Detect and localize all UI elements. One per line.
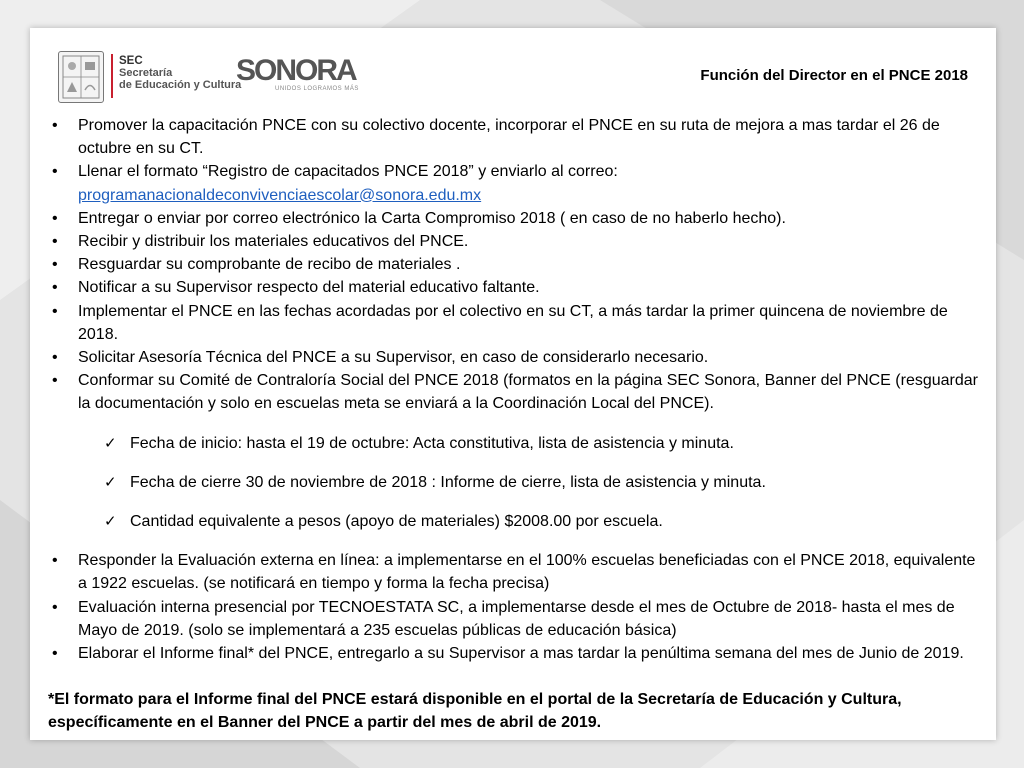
list-item-text: Recibir y distribuir los materiales educativos del PNCE.: [78, 233, 469, 251]
list-item-text: Solicitar Asesoría Técnica del PNCE a su Supervisor, en caso de considerarlo necesario.: [78, 349, 709, 367]
checkmark-icon: ✓: [104, 434, 117, 452]
sub-list-item-text: Fecha de inicio: hasta el 19 de octubre: Acta constitutiva, lista de asistencia y minuta.: [130, 434, 734, 452]
list-item: [48, 549, 978, 595]
page-title: Función del Director en el PNCE 2018: [700, 67, 968, 84]
list-item: [48, 114, 978, 160]
list-item: [48, 642, 978, 665]
list-item: [48, 596, 978, 642]
list-item: [48, 230, 978, 253]
sec-logo-line2: de Educación y Cultura: [119, 79, 242, 91]
bullet-icon: •: [52, 209, 58, 227]
bullet-icon: •: [52, 302, 58, 320]
sub-list-item: [48, 510, 978, 533]
sub-list-item-text: Cantidad equivalente a pesos (apoyo de materiales) $2008.00 por escuela.: [130, 513, 663, 531]
list-item: [48, 369, 978, 415]
bullet-icon: •: [52, 256, 58, 274]
bullet-list: [48, 114, 978, 751]
bullet-icon: •: [52, 117, 58, 134]
bullet-icon: •: [52, 163, 58, 181]
list-item-text: Evaluación interna presencial por TECNOESTATA SC, a implementarse desde el mes de Octubre de 2018- hasta el mes de Mayo de 2019. (solo se implementará a 235 escuelas públicas de educación básica): [78, 598, 955, 639]
sec-logo-title: SEC: [119, 55, 143, 67]
list-item-text: Resguardar su comprobante de recibo de materiales .: [78, 256, 461, 274]
bullet-icon: •: [52, 552, 58, 570]
email-link[interactable]: programanacionaldeconvivenciaescolar@sonora.edu.mx: [78, 186, 482, 204]
bullet-icon: •: [52, 349, 58, 367]
checkmark-icon: ✓: [104, 513, 117, 531]
list-item: [48, 160, 978, 206]
sub-list-item-text: Fecha de cierre 30 de noviembre de 2018 : Informe de cierre, lista de asistencia y minuta.: [130, 473, 766, 491]
list-item-text: Notificar a su Supervisor respecto del material educativo faltante.: [78, 279, 540, 297]
sub-list-item: [48, 471, 978, 494]
sonora-tagline: UNIDOS LOGRAMOS MÁS: [275, 86, 359, 92]
sec-divider-bar: [111, 54, 113, 98]
bullet-icon: •: [52, 598, 58, 616]
list-item-text: Promover la capacitación PNCE con su colectivo docente, incorporar el PNCE en su ruta de mejora a mas tardar el 26 de octubre en su CT.: [78, 117, 940, 158]
checkmark-icon: ✓: [104, 473, 117, 491]
sonora-logo-text: SONORA: [236, 54, 356, 87]
bullet-icon: •: [52, 372, 58, 390]
list-item: [48, 276, 978, 299]
bullet-icon: •: [52, 645, 58, 663]
list-item-text: Elaborar el Informe final* del PNCE, entregarlo a su Supervisor a mas tardar la penúltima semana del mes de Junio de 2019.: [78, 645, 964, 663]
list-item-text: Conformar su Comité de Contraloría Social del PNCE 2018 (formatos en la página SEC Sonora, Banner del PNCE (resguardar la documentación y solo en escuelas meta se enviará a la Coordinación Local del PNCE).: [78, 372, 978, 413]
bullet-icon: •: [52, 233, 58, 251]
list-item-text: Entregar o enviar por correo electrónico la Carta Compromiso 2018 ( en caso de no haberlo hecho).: [78, 209, 786, 227]
state-seal-logo: [58, 51, 104, 103]
sub-list-item: [48, 432, 978, 455]
sec-logo-line1: Secretaría: [119, 67, 173, 79]
list-item: [48, 346, 978, 369]
list-item-text: Implementar el PNCE en las fechas acordadas por el colectivo en su CT, a más tardar la primer quincena de noviembre de 2018.: [78, 302, 948, 343]
list-item-text: Llenar el formato “Registro de capacitados PNCE 2018” y enviarlo al correo:: [78, 163, 618, 181]
sec-logo: [119, 55, 241, 91]
list-item: [48, 300, 978, 346]
footnote: *El formato para el Informe final del PNCE estará disponible en el portal de la Secretaría de Educación y Cultura, específicamente en el Banner del PNCE a partir del mes de abril de 2019.: [48, 691, 902, 732]
sonora-logo: [236, 56, 356, 86]
bullet-icon: •: [52, 279, 58, 297]
list-item: [48, 253, 978, 276]
slide-card: [30, 28, 996, 740]
list-item-text: Responder la Evaluación externa en línea: a implementarse en el 100% escuelas beneficiadas con el PNCE 2018, equivalente a 1922 escuelas. (se notificará en tiempo y forma la fecha precisa): [78, 552, 976, 593]
list-item: [48, 207, 978, 230]
